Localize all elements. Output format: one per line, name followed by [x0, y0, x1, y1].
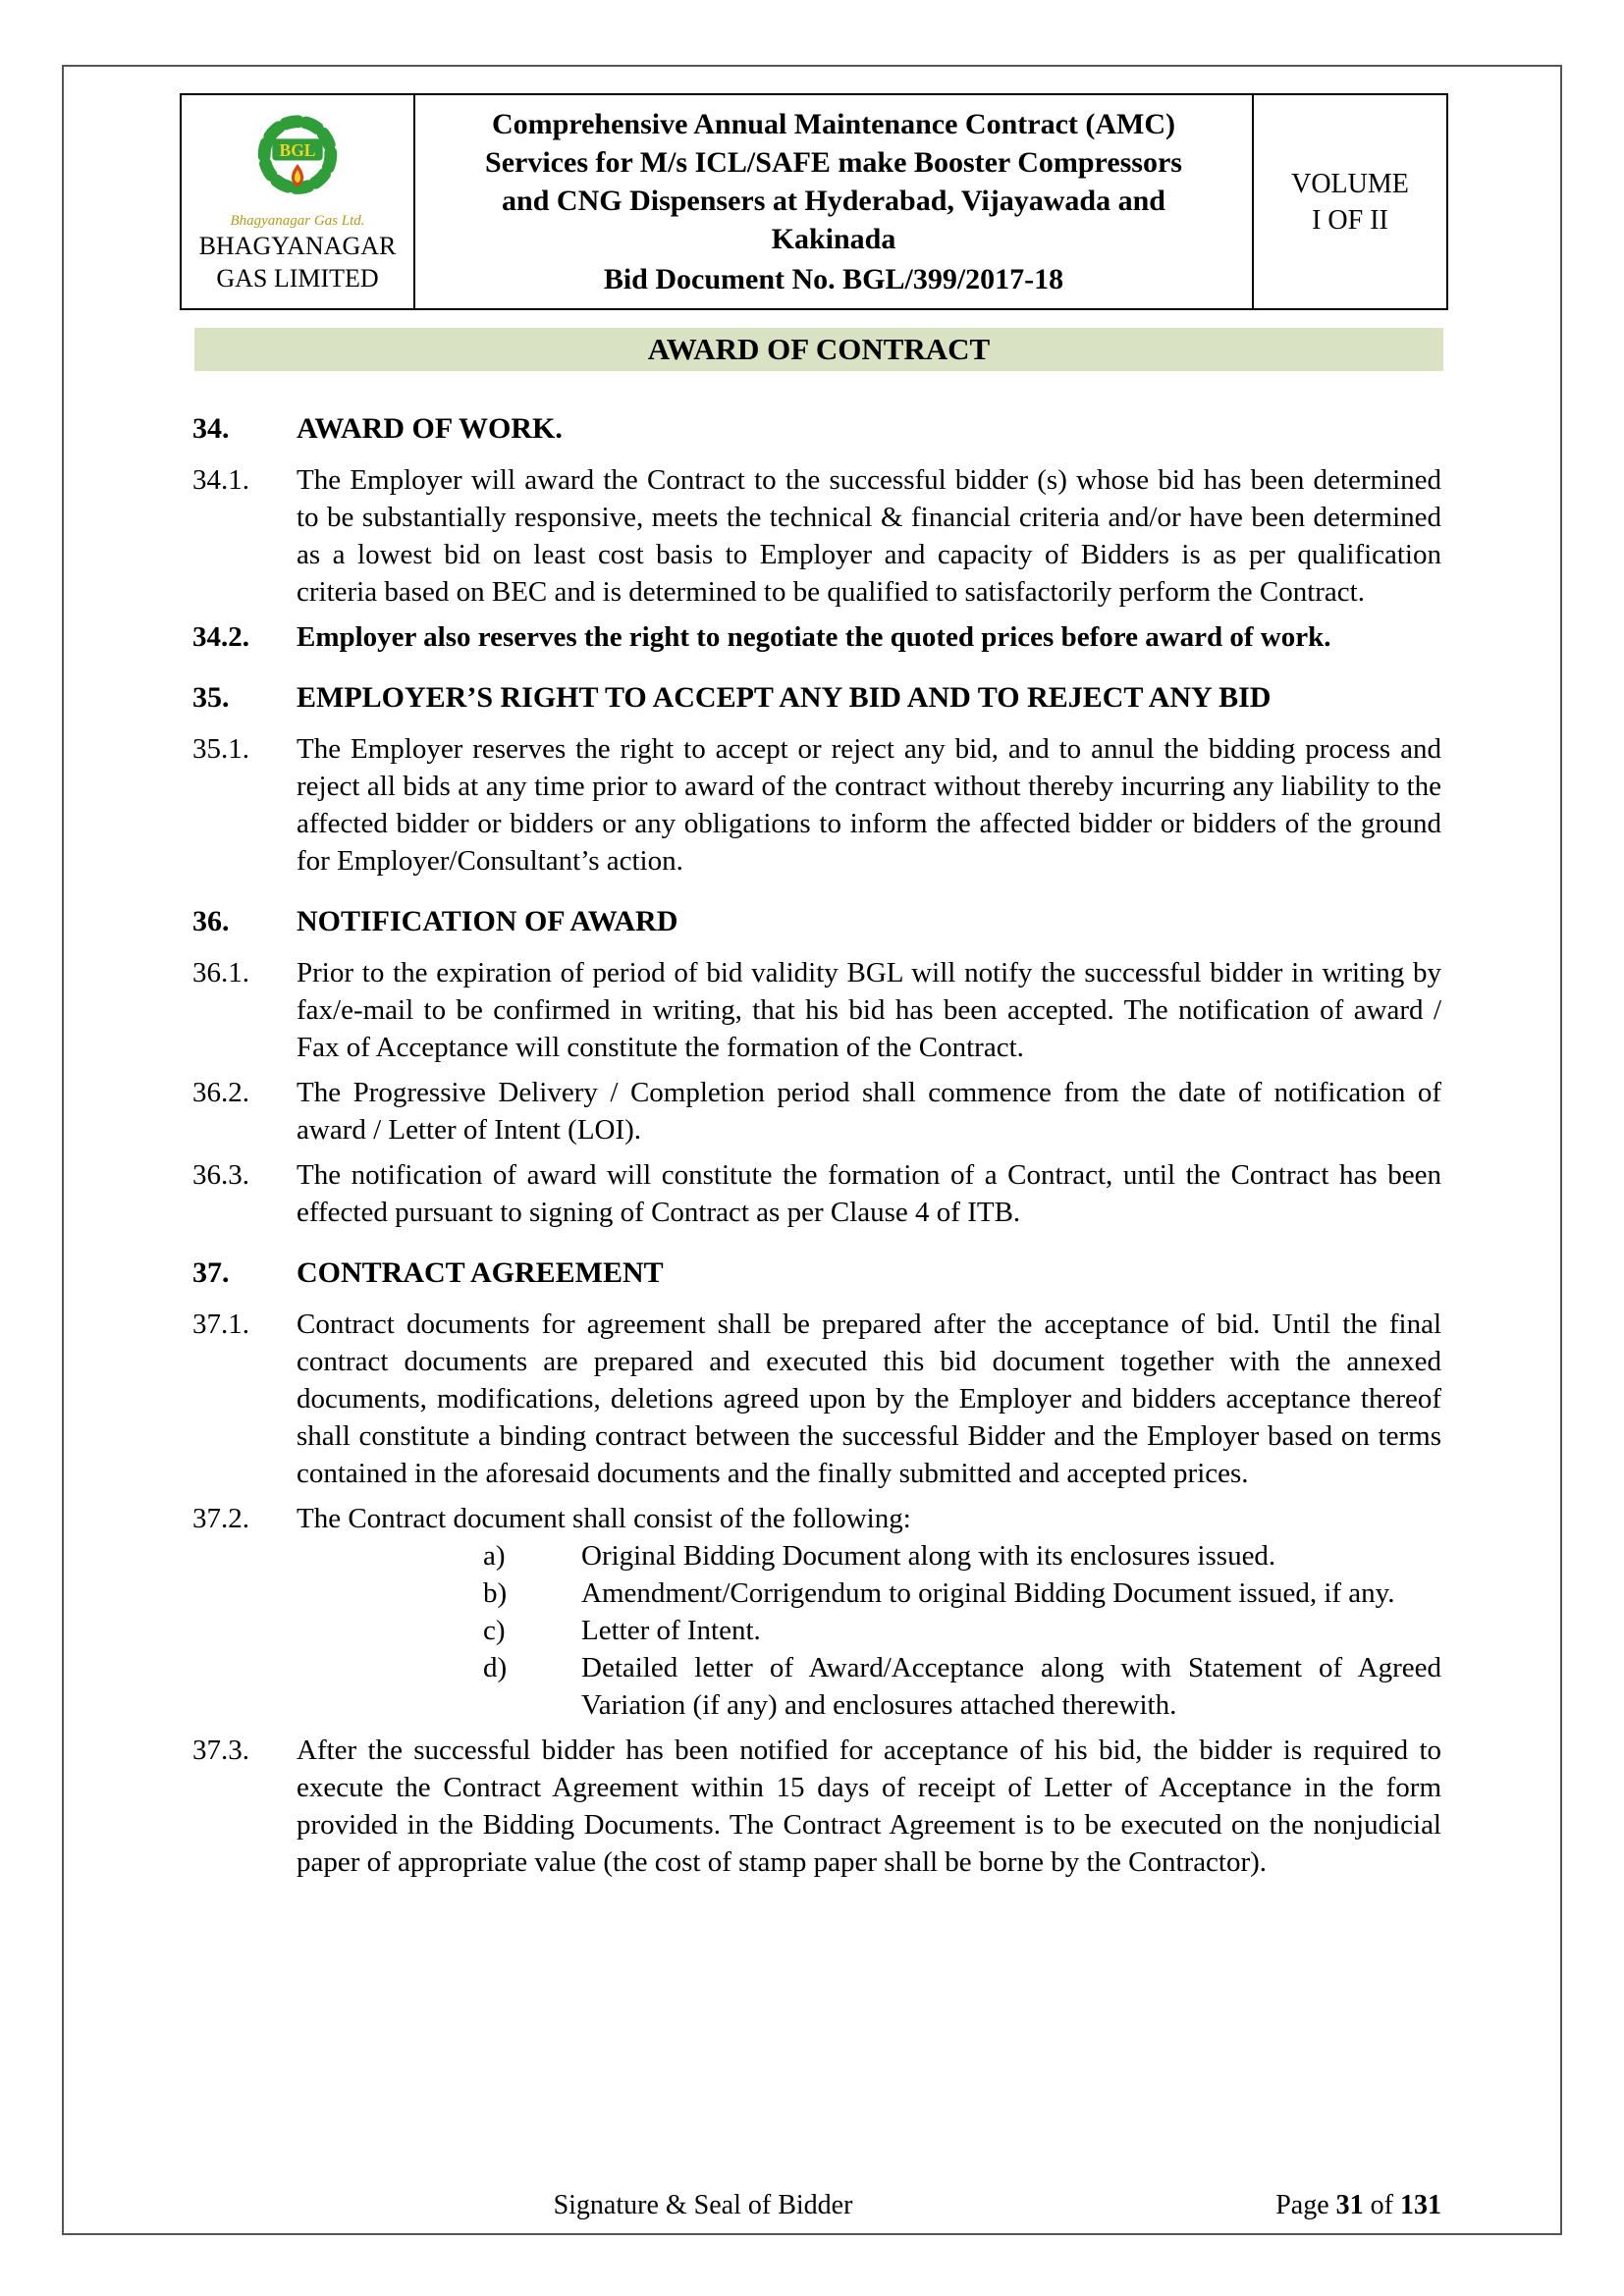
- clause-36-3: [192, 1156, 1441, 1231]
- document-title-line: Comprehensive Annual Maintenance Contract (AMC): [491, 108, 1176, 140]
- list-item-text: Amendment/Corrigendum to original Bidding Document issued, if any.: [581, 1577, 1395, 1609]
- clause-number: 37.2.: [192, 1503, 249, 1534]
- clause-36-1: [192, 954, 1441, 1066]
- clause-title: NOTIFICATION OF AWARD: [297, 905, 678, 937]
- clause-number: 36.3.: [192, 1159, 249, 1191]
- bid-document-number: Bid Document No. BGL/399/2017-18: [603, 263, 1064, 295]
- page-current: 31: [1335, 2190, 1364, 2220]
- header-logo-cell: [182, 95, 415, 308]
- page-footer: [192, 2190, 1441, 2227]
- clause-title: EMPLOYER’S RIGHT TO ACCEPT ANY BID AND TO REJECT ANY BID: [297, 681, 1272, 714]
- page-label: Page: [1275, 2190, 1336, 2220]
- clause-text: The notification of award will constitute the formation of a Contract, until the Contract has been effected pursuant to signing of Contract as per Clause 4 of ITB.: [297, 1159, 1441, 1228]
- list-item: [297, 1575, 1441, 1612]
- header-title-cell: [415, 95, 1254, 308]
- list-item-label: a): [483, 1540, 506, 1572]
- volume-line2: I OF II: [1312, 204, 1388, 236]
- org-name-line2: GAS LIMITED: [216, 264, 379, 293]
- document-body: [192, 387, 1441, 1889]
- clause-heading-36: [192, 903, 1441, 940]
- header-volume-cell: [1254, 95, 1446, 308]
- section-banner-label: AWARD OF CONTRACT: [647, 332, 991, 366]
- org-name-line1: BHAGYANAGAR: [198, 232, 397, 260]
- clause-37-2-list: [297, 1537, 1441, 1724]
- clause-number: 34.1.: [192, 464, 249, 496]
- clause-number: 37.: [192, 1256, 230, 1289]
- bgl-logo-icon: [229, 109, 366, 219]
- volume-line1: VOLUME: [1291, 168, 1409, 199]
- clause-number: 35.1.: [192, 733, 249, 765]
- clause-number: 36.1.: [192, 957, 249, 988]
- list-item: [297, 1649, 1441, 1724]
- list-item: [297, 1612, 1441, 1649]
- logo-subtext: Bhagyanagar Gas Ltd.: [230, 213, 365, 229]
- page-of-label: of: [1363, 2190, 1400, 2220]
- clause-text: Contract documents for agreement shall be prepared after the acceptance of bid. Until the final contract documents are prepared and executed this bid document together with the annexed documents, modifications, deletions agreed upon by the Employer and bidders acceptance thereof shall constitute a binding contract between the successful Bidder and the Employer based on terms contained in the aforesaid documents and the finally submitted and accepted prices.: [297, 1308, 1441, 1489]
- clause-text: After the successful bidder has been notified for acceptance of his bid, the bidder is required to execute the Contract Agreement within 15 days of receipt of Letter of Acceptance in the form provided in the Bidding Documents. The Contract Agreement is to be executed on the nonjudicial paper of appropriate value (the cost of stamp paper shall be borne by the Contractor).: [297, 1735, 1441, 1878]
- section-banner: [194, 328, 1443, 371]
- list-item-label: c): [483, 1615, 506, 1646]
- clause-37-2: [192, 1500, 1441, 1537]
- document-title-line: Services for M/s ICL/SAFE make Booster Compressors: [485, 146, 1182, 179]
- page-info: [1275, 2190, 1441, 2221]
- clause-37-3: [192, 1732, 1441, 1881]
- header-table: [180, 93, 1448, 310]
- list-item-text: Detailed letter of Award/Acceptance along with Statement of Agreed Variation (if any) and enclosures attached therewith.: [581, 1652, 1441, 1721]
- list-item-label: d): [483, 1652, 508, 1683]
- clause-title: AWARD OF WORK.: [297, 412, 563, 445]
- list-item: [297, 1537, 1441, 1575]
- signature-label: Signature & Seal of Bidder: [553, 2190, 853, 2220]
- document-title-line: and CNG Dispensers at Hyderabad, Vijayawada and: [502, 185, 1165, 217]
- clause-37-1: [192, 1306, 1441, 1492]
- logo-acronym: BGL: [279, 139, 316, 160]
- clause-heading-35: [192, 679, 1441, 717]
- clause-number: 34.2.: [192, 621, 249, 653]
- clause-text: The Contract document shall consist of the following:: [297, 1503, 911, 1534]
- clause-34-2: [192, 618, 1441, 656]
- clause-text: Employer also reserves the right to negotiate the quoted prices before award of work.: [297, 621, 1331, 653]
- list-item-text: Letter of Intent.: [581, 1615, 761, 1646]
- clause-number: 34.: [192, 412, 230, 445]
- clause-title: CONTRACT AGREEMENT: [297, 1256, 664, 1289]
- clause-text: Prior to the expiration of period of bid validity BGL will notify the successful bidder in writing by fax/e-mail to be confirmed in writing, that his bid has been accepted. The notification of award / Fax of Acceptance will constitute the formation of the Contract.: [297, 957, 1441, 1063]
- clause-number: 35.: [192, 681, 230, 714]
- clause-number: 37.1.: [192, 1308, 249, 1340]
- clause-35-1: [192, 730, 1441, 880]
- document-title-line: Kakinada: [771, 223, 896, 255]
- page-total: 131: [1400, 2190, 1441, 2220]
- clause-text: The Employer will award the Contract to the successful bidder (s) whose bid has been determined to be substantially responsive, meets the technical & financial criteria and/or have been determined as a lowest bid on least cost basis to Employer and capacity of Bidders is as per qualification criteria based on BEC and is determined to be qualified to satisfactorily perform the Contract.: [297, 464, 1441, 608]
- list-item-text: Original Bidding Document along with its enclosures issued.: [581, 1540, 1276, 1572]
- clause-number: 37.3.: [192, 1735, 249, 1766]
- clause-heading-34: [192, 410, 1441, 448]
- clause-36-2: [192, 1074, 1441, 1148]
- clause-number: 36.: [192, 905, 230, 937]
- clause-text: The Progressive Delivery / Completion period shall commence from the date of notification of award / Letter of Intent (LOI).: [297, 1077, 1441, 1146]
- clause-34-1: [192, 461, 1441, 611]
- list-item-label: b): [483, 1577, 508, 1609]
- clause-text: The Employer reserves the right to accept or reject any bid, and to annul the bidding process and reject all bids at any time prior to award of the contract without thereby incurring any liability to the affected bidder or bidders or any obligations to inform the affected bidder or bidders of the ground for Employer/Consultant’s action.: [297, 733, 1441, 877]
- clause-number: 36.2.: [192, 1077, 249, 1108]
- clause-heading-37: [192, 1255, 1441, 1292]
